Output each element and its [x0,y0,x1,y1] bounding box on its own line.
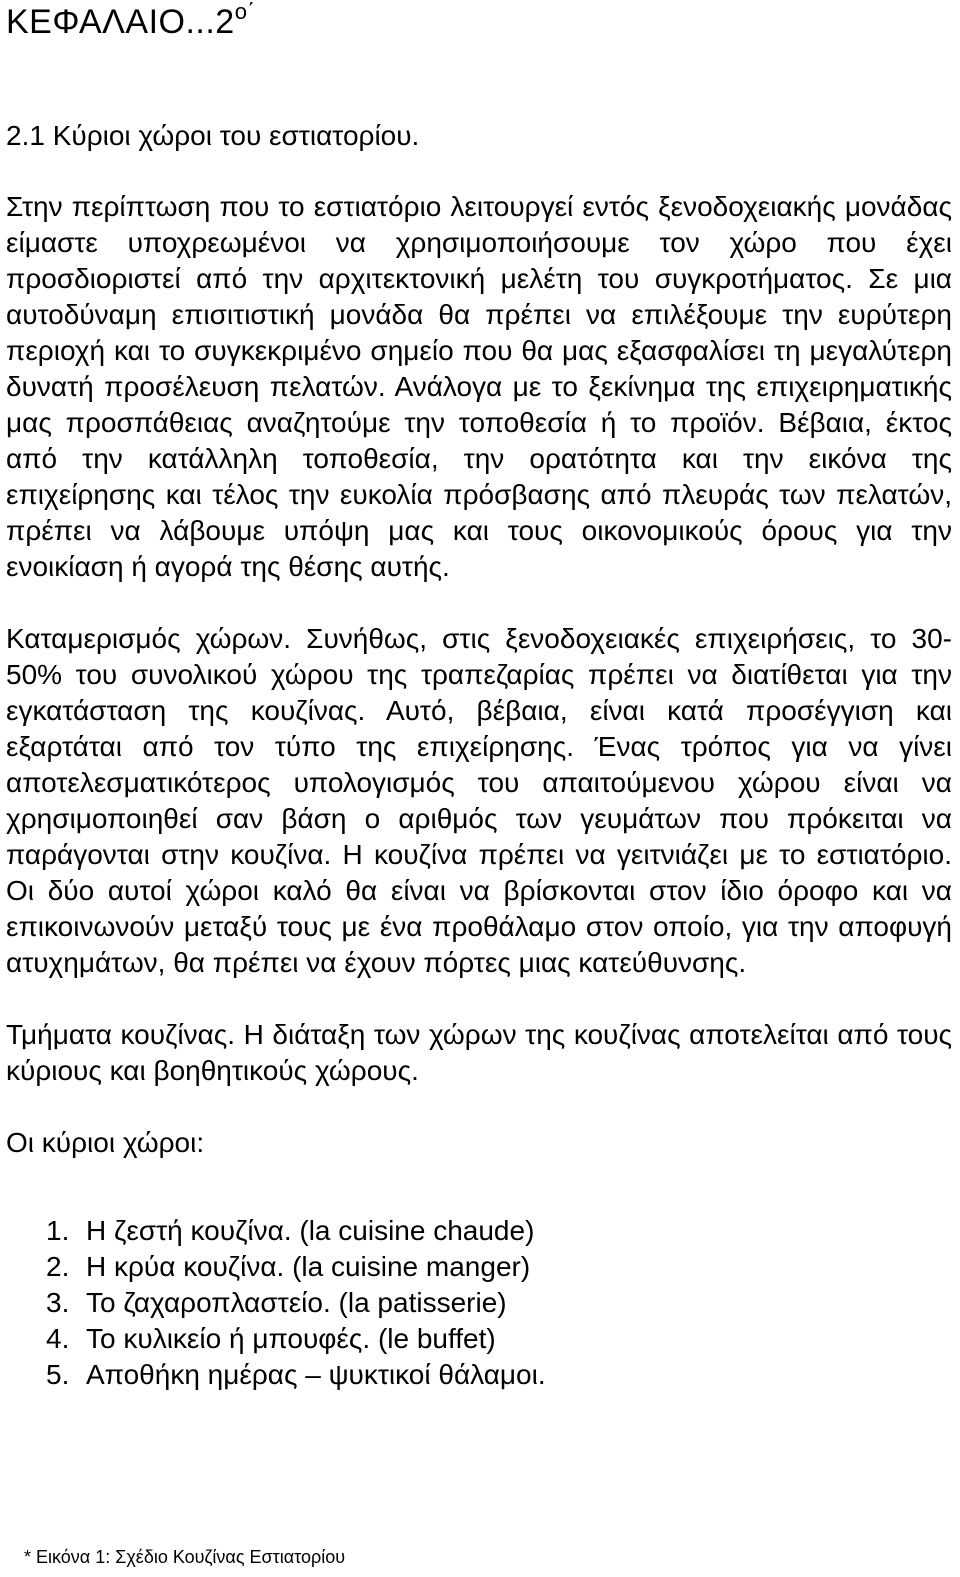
chapter-title [6,0,952,42]
chapter-title-text: ΚΕΦΑΛΑΙΟ...2 [6,3,235,41]
list-item-number: 1. [46,1215,70,1246]
paragraph-kitchen-sections: Τμήματα κουζίνας. Η διάταξη των χώρων της κουζίνας αποτελείται από τους κύριους και βοηθητικούς χώρους. [6,1019,952,1086]
document-page [6,0,952,1393]
list-item-number: 3. [46,1287,70,1318]
list-item [46,1357,952,1393]
list-item [46,1285,952,1321]
list-item-text: Αποθήκη ημέρας – ψυκτικοί θάλαμοι. [86,1359,546,1390]
list-item [46,1213,952,1249]
list-item-number: 4. [46,1323,70,1354]
list-item-number: 2. [46,1251,70,1282]
list-item [46,1321,952,1357]
list-item-text: Η ζεστή κουζίνα. (la cuisine chaude) [86,1215,535,1246]
list-item-text: Το κυλικείο ή μπουφές. (le buffet) [86,1323,496,1354]
main-spaces-list [6,1213,952,1393]
paragraph-space-allocation: Καταμερισμός χώρων. Συνήθως, στις ξενοδοχειακές επιχειρήσεις, το 30-50% του συνολικού χώρου της τραπεζαρίας πρέπει να διατίθεται για την εγκατάσταση της κουζίνας. Αυτό, βέβαια, είναι κατά προσέγγιση και εξαρτάται από τον τύπο της επιχείρησης. Ένας τρόπος για να γίνει αποτελεσματικότερος υπολογισμός του απαιτούμενου χώρου είναι να χρησιμοποιηθεί σαν βάση ο αριθμός των γευμάτων που πρόκειται να παράγονται στην κουζίνα. Η κουζίνα πρέπει να γειτνιάζει με το εστιατόριο. Οι δύο αυτοί χώροι καλό θα είναι να βρίσκονται στον ίδιο όροφο και να επικοινωνούν μεταξύ τους με ένα προθάλαμο στον οποίο, για την αποφυγή ατυχημάτων, θα πρέπει να έχουν πόρτες μιας κατεύθυνσης. [6,623,952,978]
list-item-text: Το ζαχαροπλαστείο. (la patisserie) [86,1287,507,1318]
list-item-text: Η κρύα κουζίνα. (la cuisine manger) [86,1251,531,1282]
paragraph-main-spaces-intro: Οι κύριοι χώροι: [6,1127,205,1158]
figure-caption: * Εικόνα 1: Σχέδιο Κουζίνας Εστιατορίου [24,1547,346,1567]
section-heading: 2.1 Κύριοι χώροι του εστιατορίου. [6,120,420,151]
list-item [46,1249,952,1285]
chapter-title-superscript: ο΄ [234,0,256,24]
paragraph-location: Στην περίπτωση που το εστιατόριο λειτουργεί εντός ξενοδοχειακής μονάδας είμαστε υποχρεωμένοι να χρησιμοποιήσουμε τον χώρο που έχει προσδιοριστεί από την αρχιτεκτονική μελέτη του συγκροτήματος. Σε μια αυτοδύναμη επισιτιστική μονάδα θα πρέπει να επιλέξουμε την ευρύτερη περιοχή και το συγκεκριμένο σημείο που θα μας εξασφαλίσει τη μεγαλύτερη δυνατή προσέλευση πελατών. Ανάλογα με το ξεκίνημα της επιχειρηματικής μας προσπάθειας αναζητούμε την τοποθεσία ή το προϊόν. Βέβαια, έκτος από την κατάλληλη τοποθεσία, την ορατότητα και την εικόνα της επιχείρησης και τέλος την ευκολία πρόσβασης από πλευράς των πελατών, πρέπει να λάβουμε υπόψη μας και τους οικονομικούς όρους για την ενοικίαση ή αγορά της θέσης αυτής. [6,191,952,582]
list-item-number: 5. [46,1359,70,1390]
